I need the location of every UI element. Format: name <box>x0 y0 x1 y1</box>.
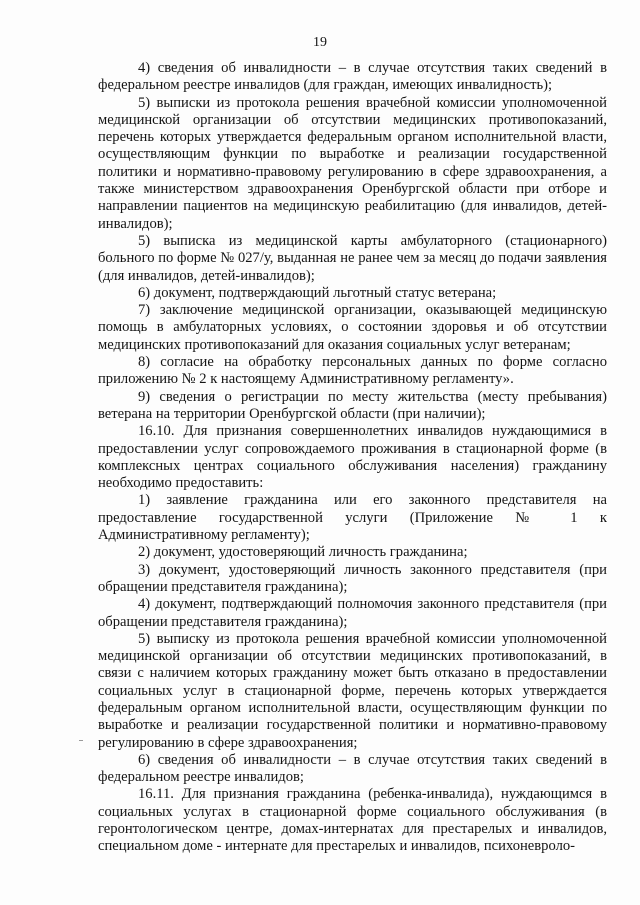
paragraph-item-6-disability-info: 6) сведения об инвалидности – в случае отсутствия таких сведений в федеральном реестре инвалидов; <box>98 751 607 786</box>
paragraph-item-9-registration: 9) сведения о регистрации по месту жительства (месту пребывания) ветерана на территории Оренбургской области (при наличии); <box>98 388 607 422</box>
paragraph-item-2-identity-document: 2) документ, удостоверяющий личность гражданина; <box>138 544 468 561</box>
paragraph-item-4-disability-info: 4) сведения об инвалидности – в случае отсутствия таких сведений в федеральном реестре инвалидов (для граждан, имеющих инвалидность); <box>98 60 607 94</box>
paragraph-item-5-commission-extract: 5) выписки из протокола решения врачебной комиссии уполномоченной медицинской организации об отсутствии медицинских противопоказаний, перечень которых утверждается федеральным органом исполнительной власти, осуществляющим функции по выработке и реализации государственной политики и нормативно-правовому регулированию в сфере здравоохранения, а также министерством здравоохранения Оренбургской области при отборе и направлении пациентов на медицинскую реабилитацию (для инвалидов, детей-инвалидов); <box>98 94 607 232</box>
paragraph-item-7-medical-conclusion: 7) заключение медицинской организации, оказывающей медицинскую помощь в амбулаторных условиях, о состоянии здоровья и об отсутствии медицинских противопоказаний для оказания социальных услуг ветеранам; <box>98 302 607 353</box>
paragraph-section-16-11: 16.11. Для признания гражданина (ребенка-инвалида), нуждающимся в социальных услугах в стационарной форме социального обслуживания (в геронтологическом центре, домах-интернатах для престарелых и инвалидов, специальном доме - интернате для престарелых и инвалидов, психоневроло- <box>98 786 607 855</box>
paragraph-item-1-application: 1) заявление гражданина или его законного представителя на предоставление государственной услуги (Приложение № 1 к Административному регламенту); <box>98 492 607 544</box>
paragraph-section-16-10: 16.10. Для признания совершеннолетних инвалидов нуждающимися в предоставлении услуг сопровождаемого проживания в стационарной форме (в комплексных центрах социального обслуживания населения) гражданину необходимо предоставить: <box>98 423 607 492</box>
margin-mark <box>79 740 83 741</box>
page-number: 19 <box>313 35 327 50</box>
paragraph-item-3-representative-identity: 3) документ, удостоверяющий личность законного представителя (при обращении представителя гражданина); <box>98 561 607 595</box>
paragraph-item-4-representative-authority: 4) документ, подтверждающий полномочия законного представителя (при обращении представителя гражданина); <box>98 596 607 630</box>
paragraph-item-5-commission-protocol: 5) выписку из протокола решения врачебной комиссии уполномоченной медицинской организации об отсутствии медицинских противопоказаний, в связи с наличием которых гражданину может быть отказано в предоставлении социальных услуг в стационарной форме, перечень которых утверждается федеральным органом исполнительной власти, осуществляющим функции по выработке и реализации государственной политики и нормативно-правовому регулированию в сфере здравоохранения; <box>98 630 607 751</box>
paragraph-item-8-data-consent: 8) согласие на обработку персональных данных по форме согласно приложению № 2 к настоящему Административному регламенту». <box>98 354 607 388</box>
paragraph-item-6-veteran-status: 6) документ, подтверждающий льготный статус ветерана; <box>138 284 497 301</box>
document-body <box>98 60 607 856</box>
paragraph-item-5-medical-card-extract: 5) выписка из медицинской карты амбулаторного (стационарного) больного по форме № 027/у, выданная не ранее чем за месяц до подачи заявления (для инвалидов, детей-инвалидов); <box>98 232 607 284</box>
